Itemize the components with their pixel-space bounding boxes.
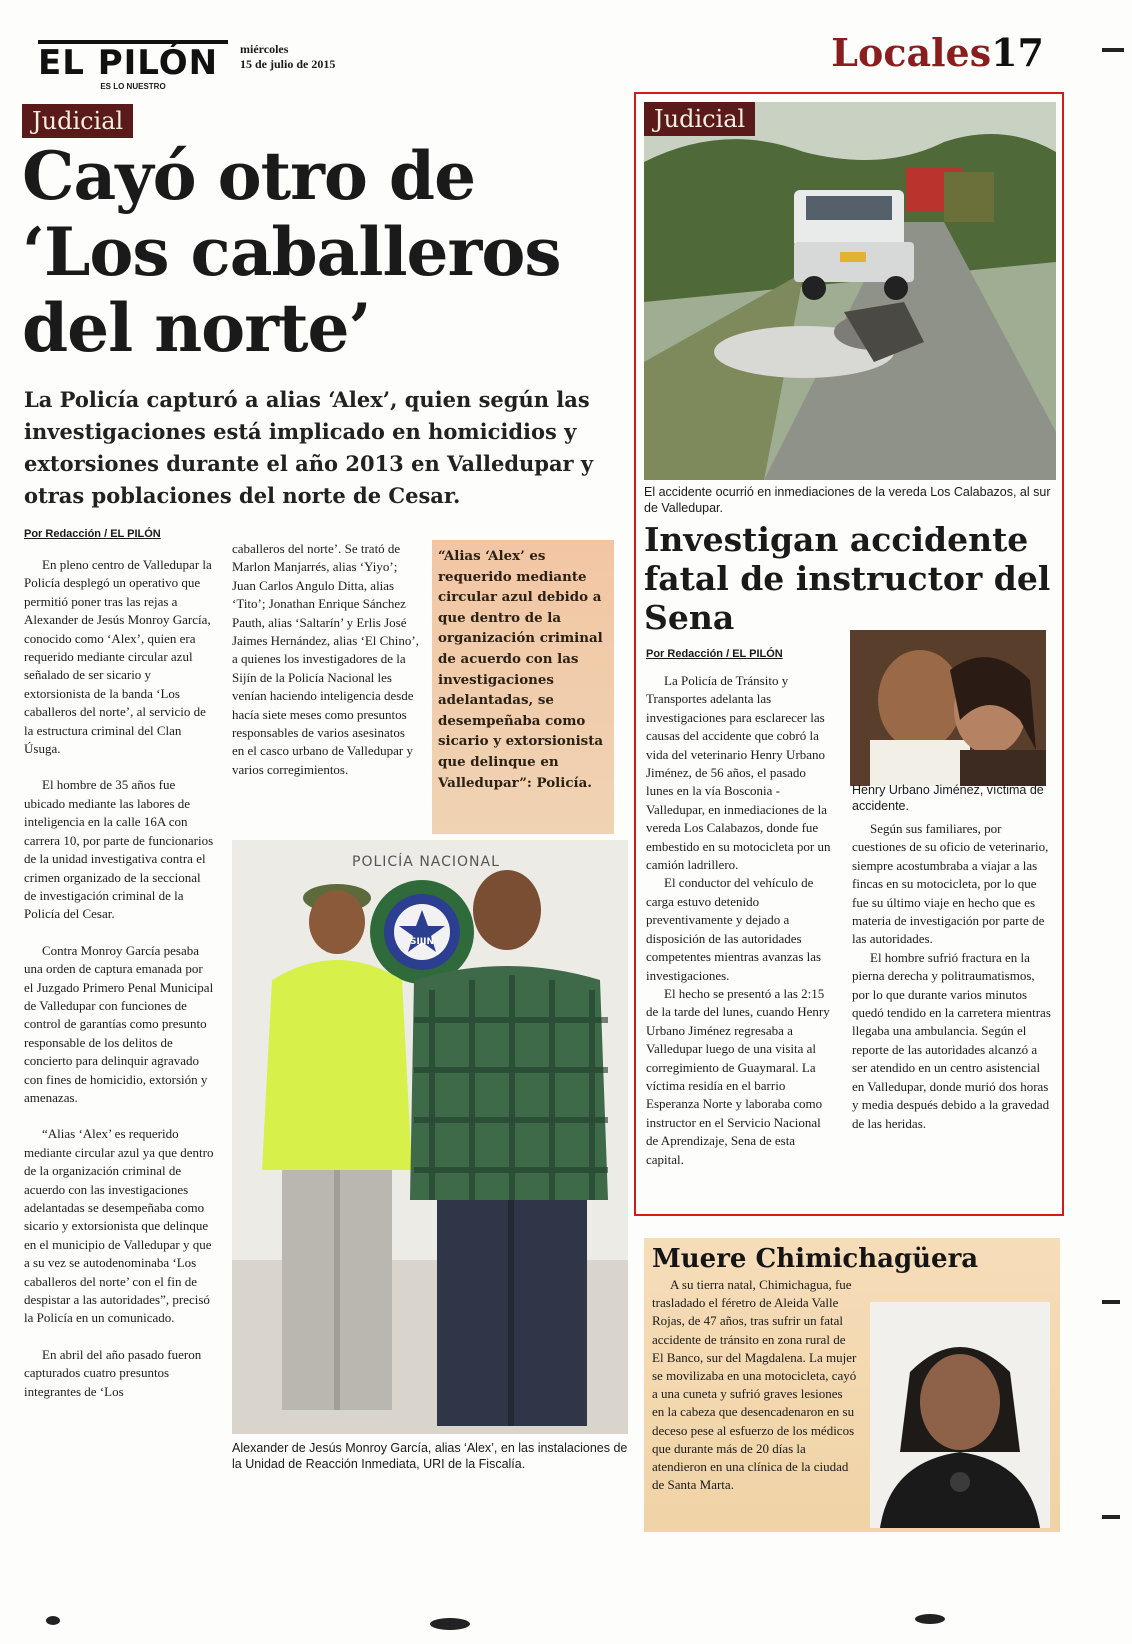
page-number: 17	[991, 30, 1044, 75]
weekday: miércoles	[240, 42, 289, 56]
scan-edge-mark	[1102, 48, 1124, 52]
paragraph: El hombre de 35 años fue ubicado mediante las labores de inteligencia en la calle 16A con carrera 10, por parte de funcionarios de la unidad investigativa contra el crimen organizado de la seccional de investigación criminal de la Policía del Cesar.	[24, 777, 214, 922]
logo-text: EL PILÓN	[38, 40, 228, 80]
main-column-1	[24, 556, 214, 1419]
section-name: Locales	[831, 30, 992, 75]
badge-text: SIJIN	[409, 937, 435, 947]
victim-portrait	[850, 630, 1046, 786]
newspaper-logo	[38, 40, 228, 91]
brief-portrait-illustration	[870, 1302, 1050, 1528]
paragraph: El hombre sufrió fractura en la pierna derecha y politraumatismos, por lo que durante varios minutos quedó tendido en la carretera mientras llegaba una ambulancia. Según el reporte de las autoridades alcanzó a ser atendido en un centro asistencial en Valledupar, donde murió dos horas y media después debido a la gravedad de las heridas.	[852, 949, 1051, 1131]
paragraph: En pleno centro de Valledupar la Policía desplegó un operativo que permitió poner tras las rejas a Alexander de Jesús Monroy García, conocido como ‘Alex’, quien era requerido mediante circular azul señalado de ser sicario y extorsionista de la banda ‘Los caballeros del norte’, al servicio de la estructura criminal del Clan Úsuga.	[24, 557, 212, 757]
accident-photo-illustration	[644, 102, 1056, 480]
accident-kicker: Judicial	[644, 102, 755, 136]
scan-smudge	[915, 1614, 945, 1624]
victim-portrait-illustration	[850, 630, 1046, 786]
accident-column-2	[852, 820, 1052, 1133]
main-kicker: Judicial	[22, 104, 133, 138]
accident-photo	[644, 102, 1056, 480]
main-column-2	[232, 540, 420, 797]
date: 15 de julio de 2015	[240, 57, 336, 71]
photo-sign-text: POLICÍA NACIONAL	[352, 854, 500, 870]
paragraph: La Policía de Tránsito y Transportes adelanta las investigaciones para esclarecer las causas del accidente que cobró la vida del veterinario Henry Urbano Jiménez, de 56 años, el pasado lunes en la vía Bosconia - Valledupar, en inmediaciones de la vereda Los Calabazos, donde fue embestido en su motocicleta por un camión ladrillero.	[646, 673, 831, 873]
arrest-photo-illustration	[232, 840, 628, 1434]
accident-column-1	[646, 672, 834, 1169]
section-header	[831, 30, 1044, 75]
main-headline: Cayó otro de ‘Los caballeros del norte’	[22, 137, 561, 367]
pull-quote: “Alias ‘Alex’ es requerido mediante circular azul debido a que dentro de la organización criminal de acuerdo con las investigaciones adelantadas, se desempeñaba como sicario y extorsionista que delinque en Valledupar”: Policía.	[432, 540, 614, 834]
scan-edge-mark	[1102, 1300, 1120, 1304]
victim-portrait-caption: Henry Urbano Jiménez, víctima de accidente.	[852, 783, 1044, 813]
scan-smudge	[430, 1618, 470, 1630]
accident-photo-caption: El accidente ocurrió en inmediaciones de la vereda Los Calabazos, al sur de Valledupar.	[644, 485, 1051, 515]
brief-headline: Muere Chimichagüera	[652, 1244, 979, 1274]
paragraph: caballeros del norte’. Se trató de Marlon Manjarrés, alias ‘Yiyo’; Juan Carlos Angulo Ditta, alias ‘Tito’; Jonathan Enrique Sánchez Pauth, alias ‘Saltarín’ y Erlis José Jaimes Hernández, alias ‘El Chino’, a quienes los investigadores de la Sijín de la Policía Nacional les venían haciendo inteligencia desde hacía siete meses como presuntos responsables de varios asesinatos en el casco urbano de Valledupar y varios corregimientos.	[232, 541, 419, 777]
paragraph: Contra Monroy García pesaba una orden de captura emanada por el Juzgado Primero Penal Municipal de Valledupar con funciones de control de garantías como presunto responsable de los delitos de concierto para delinquir agravado con fines de homicidio, extorsión y amenazas.	[24, 942, 214, 1105]
paragraph: Según sus familiares, por cuestiones de su oficio de veterinario, siempre acostumbraba a viajar a las fincas en su motocicleta, por lo que fue su último viaje en hecho que es materia de investigación por parte de las autoridades.	[852, 821, 1049, 947]
scan-edge-mark	[1102, 1515, 1120, 1519]
arrest-photo	[232, 840, 628, 1434]
paragraph: El conductor del vehículo de carga estuvo detenido preventivamente y dejado a disposición de las autoridades competentes mientras avanzas las investigaciones.	[646, 875, 822, 983]
paragraph: En abril del año pasado fueron capturados cuatro presuntos integrantes de ‘Los	[24, 1346, 202, 1399]
accident-headline: Investigan accidente fatal de instructor del Sena	[644, 520, 1051, 637]
logo-tagline: ES LO NUESTRO	[100, 82, 166, 91]
paragraph: A su tierra natal, Chimichagua, fue trasladado el féretro de Aleida Valle Rojas, de 47 años, tras sufrir un fatal accidente de tránsito en zona rural de El Banco, sur del Magdalena. La mujer se movilizaba en una motocicleta, cayó a una cuneta y sufrió graves lesiones en la cabeza que desencadenaron en su deceso pese al esfuerzo de los médicos que durante más de 20 días la atendieron en una clínica de la ciudad de Santa Marta.	[652, 1277, 857, 1493]
main-byline: Por Redacción / EL PILÓN	[24, 528, 161, 540]
brief-portrait	[870, 1302, 1050, 1528]
scan-smudge	[46, 1616, 60, 1625]
accident-byline: Por Redacción / EL PILÓN	[646, 648, 783, 660]
brief-body	[652, 1276, 858, 1494]
paragraph: El hecho se presentó a las 2:15 de la tarde del lunes, cuando Henry Urbano Jiménez regresaba a Valledupar luego de una visita al corregimiento de Guaymaral. La víctima residía en el barrio Esperanza Norte y laboraba como instructor en el Servicio Nacional de Aprendizaje, Sena de esta capital.	[646, 985, 830, 1167]
paragraph: “Alias ‘Alex’ es requerido mediante circular azul ya que dentro de la organización criminal de acuerdo con las investigaciones adelantadas se desempeñaba como sicario y extorsionista que delinque en el municipio de Valledupar y que a su vez se autodenominaba ‘Los caballeros del norte’ con el fin de despistar a las autoridades”, precisó la Policía en un comunicado.	[24, 1126, 214, 1326]
main-deck: La Policía capturó a alias ‘Alex’, quien según las investigaciones está implicado en homicidios y extorsiones durante el año 2013 en Valledupar y otras poblaciones del norte de Cesar.	[24, 387, 594, 508]
arrest-photo-caption: Alexander de Jesús Monroy García, alias ‘Alex’, en las instalaciones de la Unidad de Reacción Inmediata, URI de la Fiscalía.	[232, 1441, 628, 1471]
publication-date	[240, 42, 335, 72]
